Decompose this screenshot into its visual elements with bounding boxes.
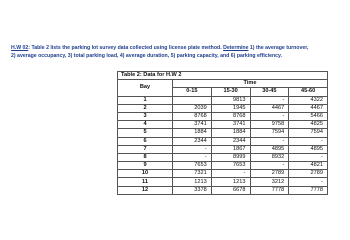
table-cell: 7594 [289, 129, 328, 137]
bay-number: 9 [118, 162, 173, 170]
table-cell: 7653 [173, 162, 212, 170]
bay-number: 6 [118, 137, 173, 145]
table-cell: - [250, 96, 289, 104]
table-cell: 9758 [250, 121, 289, 129]
bay-number: 5 [118, 129, 173, 137]
table-row [118, 121, 328, 129]
table-cell: 8999 [211, 153, 250, 161]
table-cell: 4825 [289, 121, 328, 129]
table-cell: 1945 [211, 104, 250, 112]
bay-number: 2 [118, 104, 173, 112]
table-cell: 3378 [173, 186, 212, 194]
time-header: Time [173, 80, 328, 88]
bay-number: 12 [118, 186, 173, 194]
prompt-label: H.W 02 [11, 45, 29, 51]
table-cell: - [250, 162, 289, 170]
table-row [118, 96, 328, 104]
table-cell: - [289, 153, 328, 161]
table-cell: 7778 [250, 186, 289, 194]
table-header-row [118, 80, 328, 88]
table-caption: Table 2: Data for H.W 2 [118, 72, 328, 80]
table-row [118, 153, 328, 161]
bay-number: 10 [118, 170, 173, 178]
table-cell: - [250, 137, 289, 145]
table-cell: - [173, 145, 212, 153]
table-cell: 1867 [211, 145, 250, 153]
prompt-emphasis: Determine [223, 45, 249, 51]
table-cell: - [289, 178, 328, 186]
table-cell: 4895 [289, 145, 328, 153]
table-cell [173, 96, 212, 104]
table-cell: 4467 [250, 104, 289, 112]
table-cell: - [250, 112, 289, 120]
bay-number: 3 [118, 112, 173, 120]
bay-number: 1 [118, 96, 173, 104]
prompt-text: : Table 2 lists the parking lot survey data collected using license plate method. [28, 45, 224, 51]
table-cell: 7594 [250, 129, 289, 137]
table-row [118, 104, 328, 112]
bay-number: 8 [118, 153, 173, 161]
table-cell: 4467 [289, 104, 328, 112]
bay-number: 7 [118, 145, 173, 153]
table-cell: 4322 [289, 96, 328, 104]
table-cell: 2789 [289, 170, 328, 178]
table-caption-row [118, 72, 328, 80]
table-cell: 1213 [211, 178, 250, 186]
data-table-container [117, 71, 328, 195]
table-cell: 2344 [173, 137, 212, 145]
table-cell: 7778 [289, 186, 328, 194]
data-table [117, 71, 328, 195]
table-cell: 4895 [250, 145, 289, 153]
interval-header: 0-15 [173, 88, 212, 96]
interval-header: 45-60 [289, 88, 328, 96]
table-cell: 4821 [289, 162, 328, 170]
prompt-line-1 [11, 44, 345, 52]
table-cell: 2344 [211, 137, 250, 145]
interval-header: 30-45 [250, 88, 289, 96]
table-cell: - [289, 137, 328, 145]
table-cell: 8932 [250, 153, 289, 161]
table-row [118, 170, 328, 178]
table-cell: 2039 [173, 104, 212, 112]
table-cell: 2789 [250, 170, 289, 178]
prompt-text-end: 1) the average turnover, [248, 45, 309, 51]
table-cell: 7653 [211, 162, 250, 170]
table-cell: 8768 [173, 112, 212, 120]
table-cell: - [211, 170, 250, 178]
table-cell: - [173, 153, 212, 161]
table-cell: 1884 [173, 129, 212, 137]
table-row [118, 186, 328, 194]
interval-header: 15-30 [211, 88, 250, 96]
table-cell: 1213 [173, 178, 212, 186]
table-row [118, 129, 328, 137]
table-cell: 3741 [173, 121, 212, 129]
table-cell: 7321 [173, 170, 212, 178]
bay-header: Bay [118, 80, 173, 96]
table-cell: 8768 [211, 112, 250, 120]
table-row [118, 145, 328, 153]
table-cell: 6678 [211, 186, 250, 194]
table-row [118, 112, 328, 120]
table-row [118, 137, 328, 145]
table-cell: 5466 [289, 112, 328, 120]
prompt-line-2: 2) average occupancy, 3) total parking load, 4) average duration, 5) parking capacity, and 6) parking efficiency. [11, 53, 282, 59]
table-cell: 1884 [211, 129, 250, 137]
table-row [118, 178, 328, 186]
bay-number: 4 [118, 121, 173, 129]
bay-number: 11 [118, 178, 173, 186]
table-cell: 3741 [211, 121, 250, 129]
homework-prompt [11, 44, 345, 60]
table-cell: 9813 [211, 96, 250, 104]
table-row [118, 162, 328, 170]
table-cell: 3212 [250, 178, 289, 186]
